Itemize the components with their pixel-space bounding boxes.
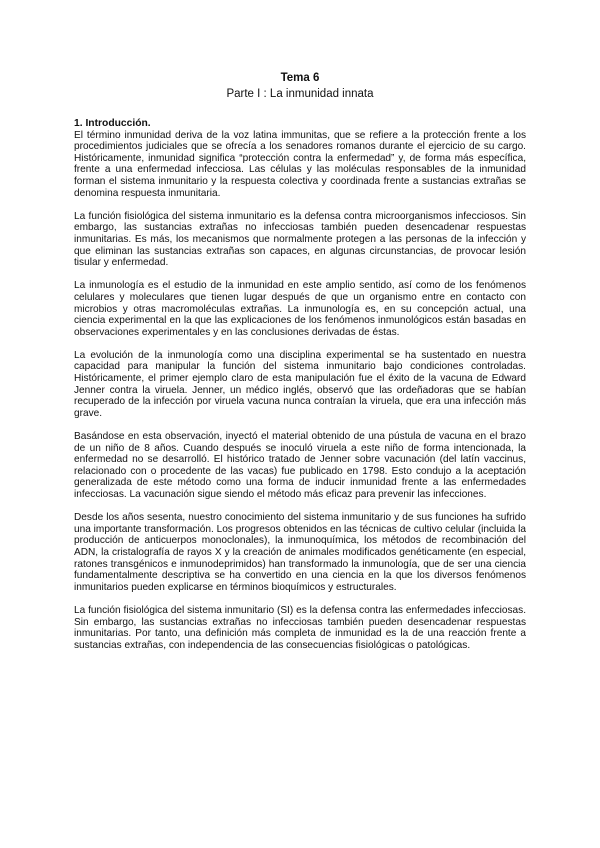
document-subtitle: Parte I : La inmunidad innata xyxy=(226,88,374,100)
paragraph-7: La función fisiológica del sistema inmunitario (SI) es la defensa contra las enfermedades infecciosas. Sin embargo, las sustancias extrañas no infecciosas también pueden desencadenar respuestas inmunitarias. Por tanto, una definición más completa de inmunidad es la de una reacción frente a sustancias extrañas, con independencia de las consecuencias fisiológicas o patológicas. xyxy=(74,604,526,651)
document-title: Tema 6 xyxy=(280,72,320,84)
document-page xyxy=(74,72,526,663)
paragraph-1: El término inmunidad deriva de la voz latina immunitas, que se refiere a la protección frente a los procedimientos judiciales que se ofrecía a los senadores romanos durante el ejercicio de su cargo. Históricamente, inmunidad significa “protección contra la enfermedad” y, de forma más específica, frente a una enfermedad infecciosa. Las células y las moléculas responsables de la inmunidad forman el sistema inmunitario y la respuesta colectiva y coordinada frente a sustancias extrañas se denomina respuesta inmunitaria. xyxy=(74,129,526,199)
paragraph-4: La evolución de la inmunología como una disciplina experimental se ha sustentado en nuestra capacidad para manipular la función del sistema inmunitario bajo condiciones controladas. Históricamente, el primer ejemplo claro de esta manipulación fue el éxito de la vacuna de Edward Jenner contra la viruela. Jenner, un médico inglés, observó que las ordeñadoras que se habían recuperado de la infección por viruela vacuna nunca contraían la viruela, que era una infección más grave. xyxy=(74,349,526,419)
section-heading: 1. Introducción. xyxy=(74,118,151,129)
paragraph-5: Basándose en esta observación, inyectó el material obtenido de una pústula de vacuna en el brazo de un niño de 8 años. Cuando después se inoculó viruela a este niño de forma intencionada, la enfermedad no se desarrolló. El histórico tratado de Jenner sobre vacunación (del latín vaccinus, relacionado con o procedente de las vacas) fue publicado en 1798. Esto condujo a la aceptación generalizada de este método como una forma de inducir inmunidad frente a las enfermedades infecciosas. La vacunación sigue siendo el método más eficaz para prevenir las infecciones. xyxy=(74,431,526,500)
paragraph-6: Desde los años sesenta, nuestro conocimiento del sistema inmunitario y de sus funciones ha sufrido una importante transformación. Los progresos obtenidos en las técnicas de cultivo celular (incluida la producción de anticuerpos monoclonales), la inmunoquímica, los métodos de recombinación del ADN, la cristalografía de rayos X y la creación de animales modificados genéticamente (en especial, ratones transgénicos e inmunodeprimidos) han transformado la inmunología, que de ser una ciencia fundamentalmente descriptiva se ha convertido en una ciencia en la que los diversos fenómenos inmunitarios pueden explicarse en términos bioquímicos y estructurales. xyxy=(74,512,526,593)
paragraph-2: La función fisiológica del sistema inmunitario es la defensa contra microorganismos infecciosos. Sin embargo, las sustancias extrañas no infecciosas también pueden desencadenar respuestas inmunitarias. Es más, los mecanismos que normalmente protegen a las personas de la infección y que eliminan las sustancias extrañas son capaces, en algunas circunstancias, de provocar lesión tisular y enfermedad. xyxy=(74,210,526,269)
paragraph-3: La inmunología es el estudio de la inmunidad en este amplio sentido, así como de los fenómenos celulares y moleculares que tienen lugar después de que un organismo entre en contacto con microbios y otras macromoléculas extrañas. La inmunología es, en su concepción actual, una ciencia experimental en la que las explicaciones de los fenómenos inmunológicos están basadas en observaciones experimentales y en las conclusiones derivadas de éstas. xyxy=(74,280,526,338)
